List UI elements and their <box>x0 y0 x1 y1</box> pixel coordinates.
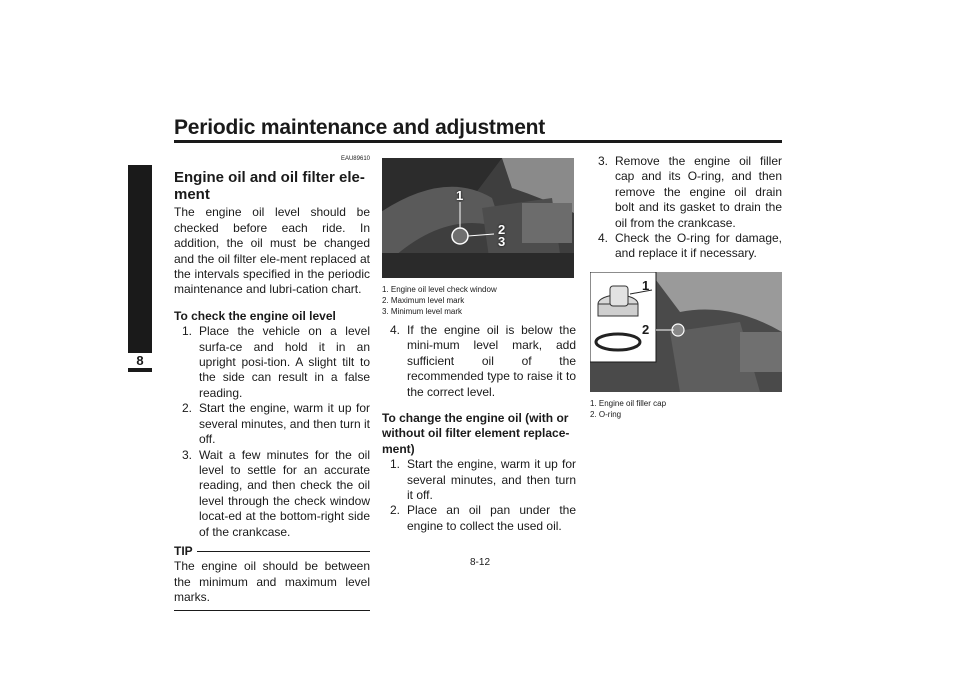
figure2-caption: 1. Engine oil filler cap 2. O-ring <box>590 398 667 419</box>
step-4-list <box>382 323 576 400</box>
list-item: 3. Wait a few minutes for the oil level to settle for an accurate reading, and then check the oil level through the check window locat-ed at the bottom-right side of the crankcase. <box>182 447 370 539</box>
callout-3: 3 <box>498 234 506 249</box>
page-header-title: Periodic maintenance and adjustment <box>174 116 546 139</box>
list-item: 2. Start the engine, warm it up for several minutes, and then turn it off. <box>182 401 370 447</box>
list-item: 4. If the engine oil is below the mini-mum level mark, add sufficient oil of the recommended type to raise it to the correct level. <box>390 323 576 399</box>
tip-box <box>174 544 370 611</box>
section-code: EAU89610 <box>340 156 370 162</box>
oil-check-window-photo <box>382 158 574 278</box>
check-heading: To check the engine oil level <box>174 308 336 323</box>
list-item: 4. Check the O-ring for damage, and replace it if necessary. <box>598 231 782 261</box>
figure1-caption: 1. Engine oil level check window 2. Maximum level mark 3. Minimum level mark <box>382 285 497 316</box>
callout-1: 1 <box>642 277 650 293</box>
page-number: 8-12 <box>469 557 490 568</box>
section-title: Engine oil and oil filter ele-ment <box>174 169 365 204</box>
intro-paragraph: The engine oil level should be checked before each ride. In addition, the oil must be changed and the oil filter ele-ment replaced at the intervals specified in the periodic maintenance and lubri-cation chart. <box>174 205 370 297</box>
column-1 <box>174 152 370 611</box>
change-heading: To change the engine oil (with or without oil filter element replace-ment) <box>382 411 570 456</box>
list-item: 2. Place an oil pan under the engine to collect the used oil. <box>390 503 576 533</box>
chapter-number: 8 <box>128 353 152 368</box>
list-item: 1. Start the engine, warm it up for several minutes, and then turn it off. <box>390 457 576 503</box>
callout-1: 1 <box>456 188 464 203</box>
oil-filler-cap-photo <box>590 272 782 392</box>
callout-2: 2 <box>642 321 650 337</box>
column-3 <box>590 154 782 420</box>
change-steps-list <box>382 457 576 534</box>
remove-steps-list <box>590 154 782 262</box>
callout-2: 2 <box>498 222 506 237</box>
tip-text: The engine oil should be between the minimum and maximum level marks. <box>174 559 370 610</box>
list-item: 3. Remove the engine oil filler cap and its O-ring, and then remove the engine oil drain bolt and its gasket to drain the oil from the crankcase. <box>598 154 782 230</box>
check-steps-list <box>174 324 370 540</box>
column-2 <box>382 154 576 534</box>
header-rule <box>174 140 782 143</box>
list-item: 1. Place the vehicle on a level surfa-ce and hold it in an upright posi-tion. A slight tilt to the side can result in a false reading. <box>182 324 370 400</box>
chapter-tab <box>128 165 152 372</box>
tip-label: TIP <box>174 543 193 558</box>
